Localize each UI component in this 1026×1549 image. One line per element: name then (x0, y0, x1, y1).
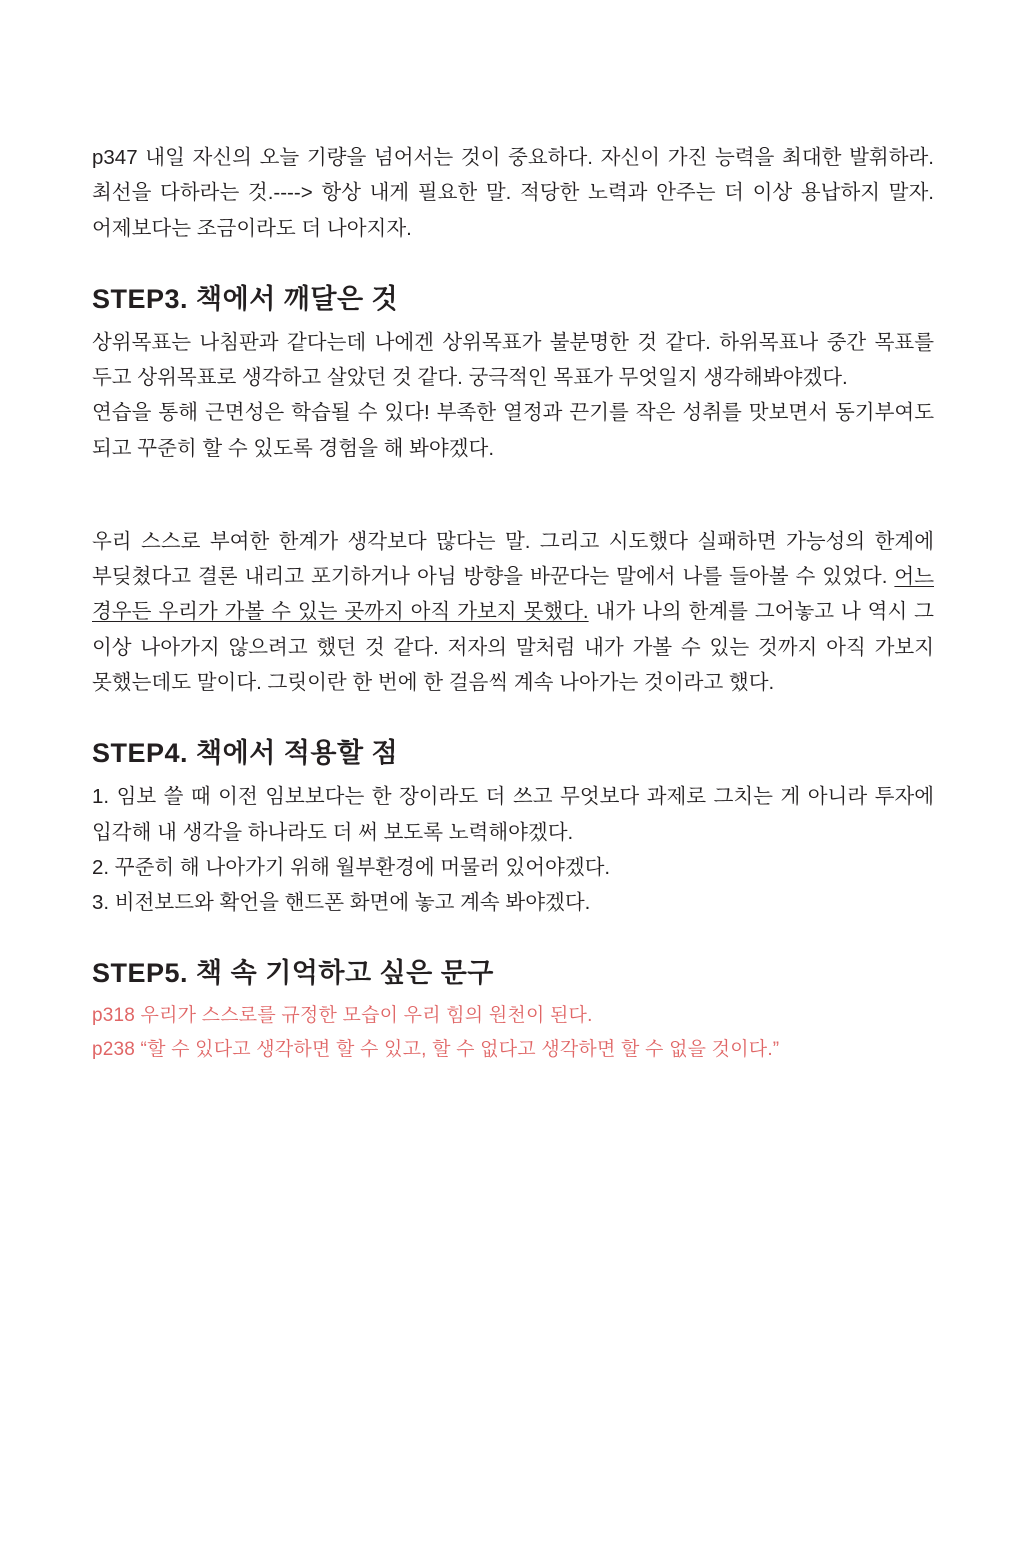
spacer (92, 700, 934, 734)
step3-section (92, 280, 934, 466)
spacer (92, 472, 934, 524)
step5-quote-2: p238 “할 수 있다고 생각하면 할 수 있고, 할 수 없다고 생각하면 할 수 없을 것이다.” (92, 1038, 780, 1060)
step3-paragraph-2: 연습을 통해 근면성은 학습될 수 있다! 부족한 열정과 끈기를 작은 성취를 맛보면서 동기부여도 되고 꾸준히 할 수 있도록 경험을 해 봐야겠다. (92, 401, 934, 460)
step4-section (92, 734, 934, 920)
step5-heading: STEP5. 책 속 기억하고 싶은 문구 (92, 958, 494, 989)
intro-paragraph: p347 내일 자신의 오늘 기량을 넘어서는 것이 중요하다. 자신이 가진 능력을 최대한 발휘하라. 최선을 다하라는 것.----> 항상 내게 필요한 말. 적당한 노력과 안주는 더 이상 용납하지 말자. 어제보다는 조금이라도 더 나아지자. (92, 146, 934, 240)
step4-item-2: 2. 꾸준히 해 나아가기 위해 월부환경에 머물러 있어야겠다. (92, 855, 611, 879)
step4-heading: STEP4. 책에서 적용할 점 (92, 738, 399, 769)
spacer (92, 920, 934, 954)
step3-paragraph-3-underlined: 어느 경우든 우리가 가볼 수 있는 곳까지 아직 가보지 못했다. (92, 565, 934, 624)
document-body (92, 140, 934, 1066)
step3-heading: STEP3. 책에서 깨달은 것 (92, 283, 399, 314)
intro-block (92, 140, 934, 246)
step5-section (92, 954, 934, 1066)
step4-item-3: 3. 비전보드와 확언을 핸드폰 화면에 놓고 계속 봐야겠다. (92, 891, 591, 915)
step3-paragraph-1: 상위목표는 나침판과 같다는데 나에겐 상위목표가 불분명한 것 같다. 하위목표나 중간 목표를 두고 상위목표로 생각하고 살았던 것 같다. 궁극적인 목표가 무엇일지 생각해봐야겠다. (92, 330, 934, 390)
step3-paragraph-3 (92, 524, 934, 700)
step5-quote-1: p318 우리가 스스로를 규정한 모습이 우리 힘의 원천이 된다. (92, 1005, 593, 1027)
step3-paragraph-3-part1: 우리 스스로 부여한 한계가 생각보다 많다는 말. 그리고 시도했다 실패하면 가능성의 한계에 부딪쳤다고 결론 내리고 포기하거나 아님 방향을 바꾼다는 말에서 나를 들아볼 수 있었다. (92, 529, 934, 589)
step3-paragraph-3-part2: 내가 나의 한계를 그어놓고 나 역시 그 이상 나아가지 않으려고 했던 것 같다. 저자의 말처럼 내가 가볼 수 있는 것까지 아직 가보지 못했는데도 말이다. 그릿이란 한 번에 한 걸음씩 계속 나아가는 것이라고 했다. (92, 600, 934, 694)
step4-item-1: 1. 임보 쓸 때 이전 임보보다는 한 장이라도 더 쓰고 무엇보다 과제로 그치는 게 아니라 투자에 입각해 내 생각을 하나라도 더 써 보도록 노력해야겠다. (92, 785, 934, 844)
